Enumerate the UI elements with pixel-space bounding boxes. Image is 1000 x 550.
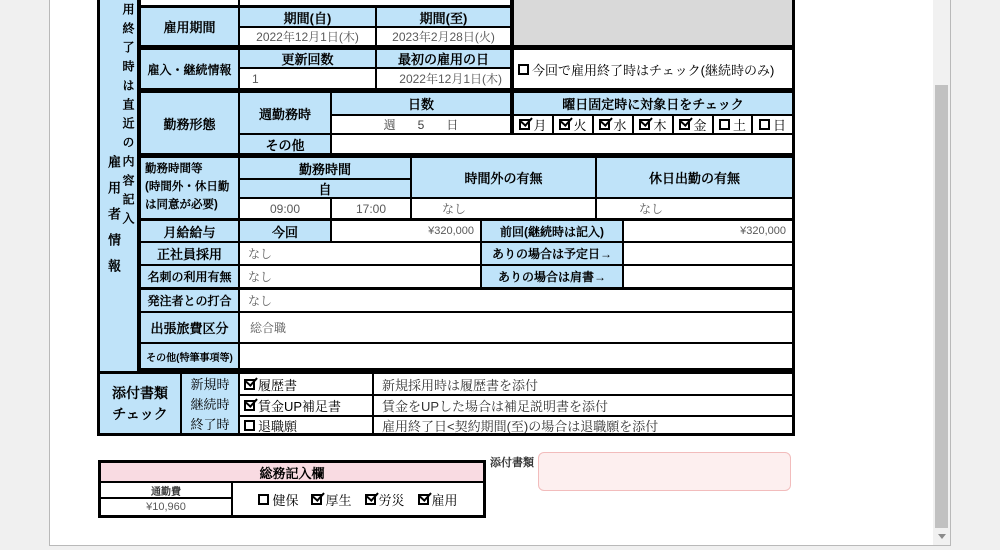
weekday-cell-sat[interactable] xyxy=(714,116,751,133)
salary-label: 月給給与 xyxy=(141,221,238,241)
checkbox-saturday[interactable] xyxy=(719,119,730,130)
commute-cost-label: 通勤費 xyxy=(101,483,231,497)
salary-previous-value[interactable]: ¥320,000 xyxy=(624,221,792,241)
checkbox-friday[interactable] xyxy=(679,119,690,130)
accident-insurance-checkbox[interactable] xyxy=(365,494,376,505)
work-hours-label-line1: 勤務時間等 xyxy=(145,163,203,176)
cutoff-cell xyxy=(240,0,510,5)
holiday-work-header: 休日出勤の有無 xyxy=(597,158,792,197)
attachments-stage-column xyxy=(182,374,238,433)
days-prefix: 週 xyxy=(383,118,396,132)
weekday-cell-thu[interactable] xyxy=(634,116,672,133)
checkbox-sunday[interactable] xyxy=(759,119,770,130)
employment-period-label: 雇用期間 xyxy=(141,8,238,45)
resignation-checkbox-label: 退職願 xyxy=(258,418,298,433)
wage-up-checkbox-label: 賃金UP補足書 xyxy=(258,399,342,414)
hire-continuation-label: 雇入・継続情報 xyxy=(141,50,238,88)
resume-checkbox[interactable] xyxy=(244,379,255,390)
remarks-value[interactable] xyxy=(240,344,792,368)
business-card-note-header: ありの場合は肩書→ xyxy=(482,266,622,287)
business-card-value[interactable]: なし xyxy=(240,266,480,287)
wage-up-checkbox[interactable] xyxy=(244,400,255,411)
weekday-label-fri: 金 xyxy=(693,118,707,133)
end-note-vertical-label: 用終了時は直近の内容記入 xyxy=(121,3,135,231)
weekday-label-mon: 月 xyxy=(533,118,547,133)
weekday-cell-wed[interactable] xyxy=(594,116,632,133)
days-value: 5 xyxy=(417,117,425,132)
fulltime-label: 正社員採用 xyxy=(141,243,238,264)
salary-current-value[interactable]: ¥320,000 xyxy=(332,221,480,241)
wage-up-description: 賃金をUPした場合は補足説明書を添付 xyxy=(374,396,792,415)
resume-checkbox-label: 履歴書 xyxy=(258,377,298,393)
fulltime-value[interactable]: なし xyxy=(240,243,480,264)
admin-entry-title: 総務記入欄 xyxy=(101,463,483,481)
employment-end-checkbox-row xyxy=(518,60,774,79)
wage-up-checkbox-row xyxy=(244,396,341,415)
work-style-other-label: その他 xyxy=(240,135,330,153)
weekday-cell-sun[interactable] xyxy=(753,116,792,133)
checkbox-monday[interactable] xyxy=(519,119,530,130)
period-to-value[interactable]: 2023年2月28日(火) xyxy=(377,28,510,45)
resume-checkbox-row xyxy=(244,375,297,394)
work-hours-header: 勤務時間 xyxy=(240,158,410,178)
weekday-cell-tue[interactable] xyxy=(554,116,592,133)
first-employment-day-value[interactable]: 2022年12月1日(木) xyxy=(377,69,510,88)
client-meeting-value[interactable]: なし xyxy=(240,290,792,311)
weekday-label-sun: 日 xyxy=(772,118,786,133)
resume-description: 新規採用時は履歴書を添付 xyxy=(374,374,792,394)
employee-info-vertical-label: 雇用者情報 xyxy=(106,155,121,285)
work-hours-label xyxy=(141,158,238,218)
period-from-header: 期間(自) xyxy=(240,8,375,26)
pension-insurance-label: 厚生 xyxy=(325,492,352,508)
employee-info-vertical-cell xyxy=(100,0,137,371)
weekly-work-label: 週勤務時 xyxy=(240,93,330,133)
admin-entry-table xyxy=(98,460,486,518)
fulltime-note-value[interactable] xyxy=(624,243,792,264)
health-insurance-row xyxy=(258,490,298,509)
days-header: 日数 xyxy=(332,93,510,114)
overtime-value[interactable]: なし xyxy=(412,199,595,218)
first-employment-day-header: 最初の雇用の日 xyxy=(377,50,510,67)
employment-form-table xyxy=(97,0,795,436)
attachment-drop-box[interactable] xyxy=(538,452,791,491)
weekday-label-thu: 木 xyxy=(653,118,667,133)
chevron-down-icon xyxy=(938,534,946,539)
checkbox-wednesday[interactable] xyxy=(599,119,610,130)
employment-end-checkbox[interactable] xyxy=(518,64,529,75)
scrollbar-down-button[interactable] xyxy=(933,528,950,545)
weekday-label-tue: 火 xyxy=(573,118,587,133)
work-hours-label-line2: (時間外・休日勤 xyxy=(145,181,230,194)
stage-new: 新規時 xyxy=(190,377,230,393)
salary-current-header: 今回 xyxy=(240,221,330,241)
insurance-checkbox-cell xyxy=(233,483,483,515)
disabled-cell xyxy=(514,0,792,45)
checkbox-thursday[interactable] xyxy=(639,119,650,130)
remarks-label: その他(特筆事項等) xyxy=(141,344,238,368)
weekday-fixed-header: 曜日固定時に対象日をチェック xyxy=(514,93,792,114)
salary-previous-header: 前回(継続時は記入) xyxy=(482,221,622,241)
period-from-value[interactable]: 2022年12月1日(木) xyxy=(240,28,375,45)
renewal-count-value[interactable]: 1 xyxy=(240,69,375,88)
attachment-box-label: 添付書類 xyxy=(490,457,534,469)
stage-continue: 継続時 xyxy=(190,397,230,412)
health-insurance-checkbox[interactable] xyxy=(258,494,269,505)
days-value-cell[interactable] xyxy=(332,116,510,133)
resignation-checkbox-row xyxy=(244,417,297,433)
panel-right-border xyxy=(950,0,951,546)
overtime-header: 時間外の有無 xyxy=(412,158,595,197)
employment-insurance-label: 雇用 xyxy=(431,492,458,508)
employment-insurance-checkbox[interactable] xyxy=(418,494,429,505)
work-hours-label-line3: は同意が必要) xyxy=(145,198,218,211)
work-start-time[interactable]: 09:00 xyxy=(240,199,330,218)
pension-insurance-row xyxy=(311,490,351,509)
commute-cost-value[interactable]: ¥10,960 xyxy=(101,499,231,515)
pension-insurance-checkbox[interactable] xyxy=(311,494,322,505)
stage-end: 終了時 xyxy=(190,416,230,432)
days-suffix: 日 xyxy=(446,118,459,132)
weekday-label-wed: 水 xyxy=(613,118,627,133)
fulltime-note-header: ありの場合は予定日→ xyxy=(482,243,622,264)
work-style-other-value[interactable] xyxy=(332,135,792,153)
panel-left-border xyxy=(49,0,50,546)
renewal-count-header: 更新回数 xyxy=(240,50,375,67)
business-card-note-value[interactable] xyxy=(624,266,792,287)
travel-class-value[interactable]: 総合職 xyxy=(240,313,792,342)
work-style-label: 勤務形態 xyxy=(141,93,238,153)
health-insurance-label: 健保 xyxy=(272,492,299,508)
weekday-label-sat: 土 xyxy=(732,118,746,133)
checkbox-tuesday[interactable] xyxy=(559,119,570,130)
attachments-check-label-line2: チェック xyxy=(112,405,168,422)
resignation-checkbox[interactable] xyxy=(244,420,255,431)
attachments-check-label-line1: 添付書類 xyxy=(112,384,168,401)
work-hours-sub-header: 自 xyxy=(240,180,410,197)
cutoff-cell xyxy=(141,0,238,5)
panel-bottom-border xyxy=(49,545,951,546)
holiday-work-value[interactable]: なし xyxy=(597,199,792,218)
client-meeting-label: 発注者との打合 xyxy=(141,290,238,311)
accident-insurance-row xyxy=(365,490,405,509)
business-card-label: 名刺の利用有無 xyxy=(141,266,238,287)
employment-insurance-row xyxy=(418,490,458,509)
work-end-time[interactable]: 17:00 xyxy=(332,199,410,218)
attachments-check-label xyxy=(100,374,180,433)
employment-end-checkbox-label: 今回で雇用終了時はチェック(継続時のみ) xyxy=(532,62,775,78)
resignation-description: 雇用終了日<契約期間(至)の場合は退職願を添付 xyxy=(374,417,792,433)
travel-class-label: 出張旅費区分 xyxy=(141,313,238,342)
period-to-header: 期間(至) xyxy=(377,8,510,26)
scrollbar-thumb[interactable] xyxy=(935,85,948,528)
accident-insurance-label: 労災 xyxy=(378,492,405,508)
weekday-cell-fri[interactable] xyxy=(674,116,712,133)
weekday-cell-mon[interactable] xyxy=(514,116,552,133)
